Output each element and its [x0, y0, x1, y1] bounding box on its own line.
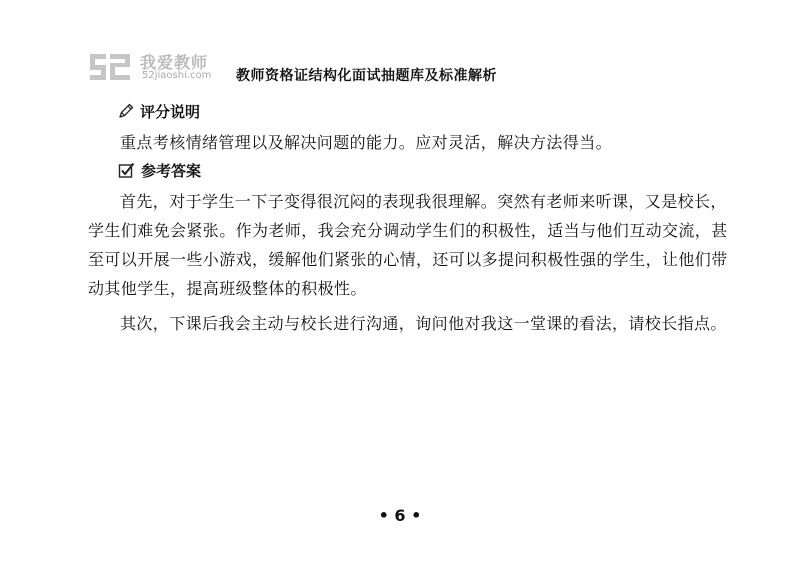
logo	[86, 48, 226, 88]
section-title: 参考答案	[141, 161, 202, 180]
logo-mark-icon	[86, 50, 136, 84]
section-heading-scoring	[118, 100, 200, 122]
checkbox-checked-icon	[118, 162, 135, 179]
scoring-paragraph: 重点考核情绪管理以及解决问题的能力。应对灵活，解决方法得当。	[120, 133, 613, 152]
answer-paragraph-1: 首先，对于学生一下子变得很沉闷的表现我很理解。突然有老师来听课，又是校长，学生们难免会紧张。作为老师，我会充分调动学生们的积极性，适当与他们互动交流，甚至可以开展一些小游戏，缓解他们紧张的心情，还可以多提问积极性强的学生，让他们带动其他学生，提高班级整体的积极性。	[88, 192, 728, 298]
section-title: 评分说明	[140, 102, 201, 121]
page-number: • 6 •	[378, 506, 422, 525]
pencil-icon	[118, 103, 134, 119]
page-header	[86, 48, 686, 88]
answer-paragraph-2: 其次，下课后我会主动与校长进行沟通，询问他对我这一堂课的看法，请校长指点。	[120, 314, 727, 333]
logo-url: 52jiaoshi.com	[142, 70, 212, 81]
book-title: 教师资格证结构化面试抽题库及标准解析	[236, 68, 497, 84]
logo-text: 我爱教师	[140, 53, 209, 72]
section-heading-answer	[118, 159, 201, 181]
